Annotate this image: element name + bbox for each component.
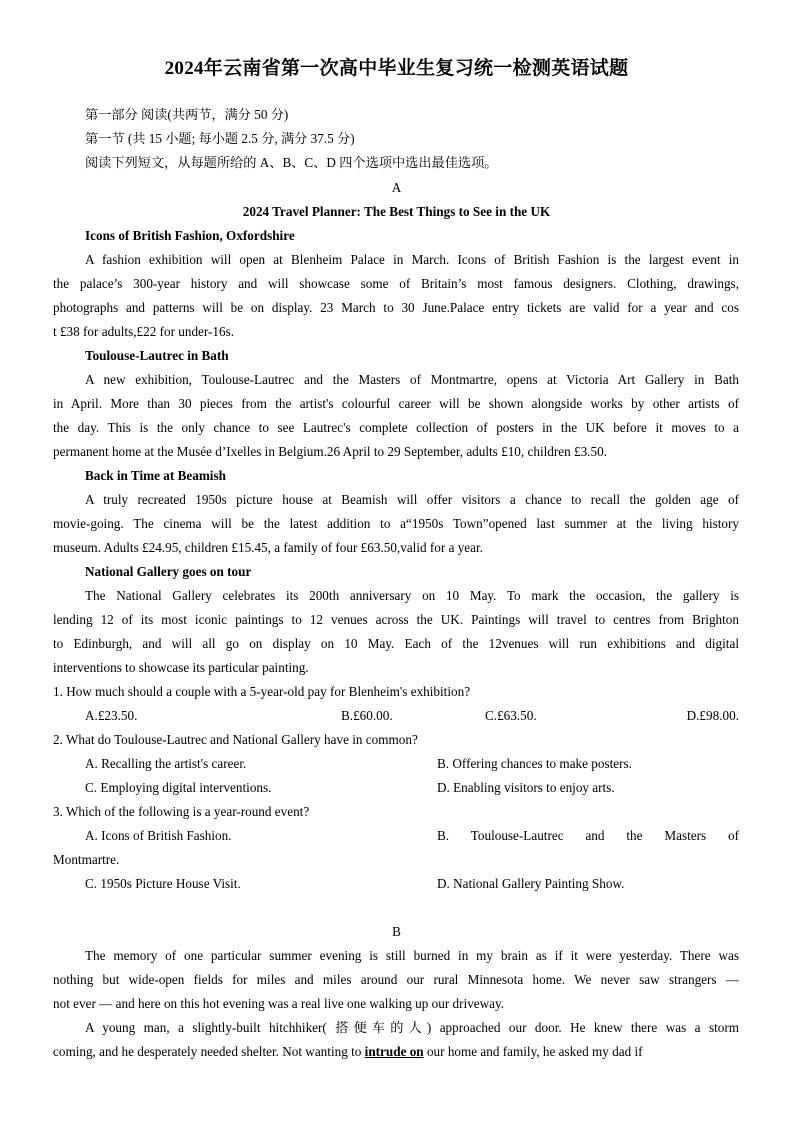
paragraph-line: the day. This is the only chance to see Lautrec's complete collection of posters in the UK before it moves to a [53,420,739,435]
paragraph-line: A new exhibition, Toulouse-Lautrec and the Masters of Montmartre, opens at Victoria Art Gallery in Bath [85,372,739,387]
option-d: D. National Gallery Painting Show. [437,876,625,891]
page-title: 2024年云南省第一次高中毕业生复习统一检测英语试题 [164,58,629,79]
section-title: National Gallery goes on tour [85,564,252,579]
paragraph-line: not ever — and here on this hot evening was a real live one walking up our driveway. [53,996,505,1011]
text-segment: our home and family, he asked my dad if [423,1044,643,1059]
paragraph-line [53,1040,739,1064]
option-b-continued: Montmartre. [53,852,120,867]
paragraph-line: The memory of one particular summer evening is still burned in my brain as if it were yesterday. There was [85,948,739,963]
question-stem: 1. How much should a couple with a 5-year-old pay for Blenheim's exhibition? [53,684,471,699]
paragraph-line: to Edinburgh, and will all go on display on 10 May. Each of the 12venues will run exhibitions and digital [53,636,739,651]
paragraph-line: in April. More than 30 pieces from the artist's colourful career will be shown alongside works by other artists of [53,396,739,411]
passage-a-heading: 2024 Travel Planner: The Best Things to See in the UK [242,204,551,219]
text-segment: coming, and he desperately needed shelter. Not wanting to [53,1044,365,1059]
option-b: B.£60.00. [341,708,393,723]
option-c: C. 1950s Picture House Visit. [85,876,241,891]
option-d: D. Enabling visitors to enjoy arts. [437,780,615,795]
paragraph-line: A fashion exhibition will open at Blenheim Palace in March. Icons of British Fashion is the largest event in [85,252,739,267]
paragraph-line: t £38 for adults,£22 for under-16s. [53,324,235,339]
option-c: C.£63.50. [485,708,537,723]
paragraph-line: A young man, a slightly-built hitchhiker( 搭便车的人) approached our door. He knew there was a storm [85,1020,739,1035]
option-d: D.£98.00. [686,708,739,723]
instruction: 阅读下列短文，从每题所给的 A、B、C、D 四个选项中选出最佳选项。 [85,155,498,170]
question-stem: 2. What do Toulouse-Lautrec and National Gallery have in common? [53,732,418,747]
paragraph-line: The National Gallery celebrates its 200th anniversary on 10 May. To mark the occasion, the gallery is [85,588,739,603]
paragraph-line: the palace’s 300-year history and will showcase some of Britain’s most famous designers. Clothing, drawings, [53,276,739,291]
paragraph-line: nothing but wide-open fields for miles and miles around our rural Minnesota home. We never saw strangers — [53,972,739,987]
option-b: B. Toulouse-Lautrec and the Masters of [437,828,739,843]
paragraph-line: photographs and patterns will be on display. 23 March to 30 June.Palace entry tickets are valid for a year and cos [53,300,739,315]
underlined-phrase: intrude on [364,1044,424,1059]
part-header: 第一部分 阅读(共两节，满分 50 分) [85,107,289,122]
option-a: A. Recalling the artist's career. [85,756,247,771]
paragraph-line: movie-going. The cinema will be the latest addition to a“1950s Town”opened last summer at the living history [53,516,739,531]
paragraph-line: A truly recreated 1950s picture house at Beamish will offer visitors a chance to recall the golden age of [85,492,739,507]
section-title: Toulouse-Lautrec in Bath [85,348,229,363]
paragraph-line: permanent home at the Musée d’Ixelles in Belgium.26 April to 29 September, adults £10, children £3.50. [53,444,607,459]
option-b: B. Offering chances to make posters. [437,756,632,771]
paragraph-line: museum. Adults £24.95, children £15.45, a family of four £63.50,valid for a year. [53,540,483,555]
paragraph-line: interventions to showcase its particular painting. [53,660,309,675]
option-a: A.£23.50. [85,708,138,723]
passage-b-letter: B [392,924,401,939]
option-a: A. Icons of British Fashion. [85,828,232,843]
question-stem: 3. Which of the following is a year-round event? [53,804,310,819]
section-title: Icons of British Fashion, Oxfordshire [85,228,295,243]
section-title: Back in Time at Beamish [85,468,226,483]
section-header: 第一节 (共 15 小题; 每小题 2.5 分, 满分 37.5 分) [85,131,355,146]
paragraph-line: lending 12 of its most iconic paintings to 12 venues across the UK. Paintings will travel to centres from Brighton [53,612,739,627]
option-c: C. Employing digital interventions. [85,780,272,795]
passage-a-letter: A [391,180,402,195]
